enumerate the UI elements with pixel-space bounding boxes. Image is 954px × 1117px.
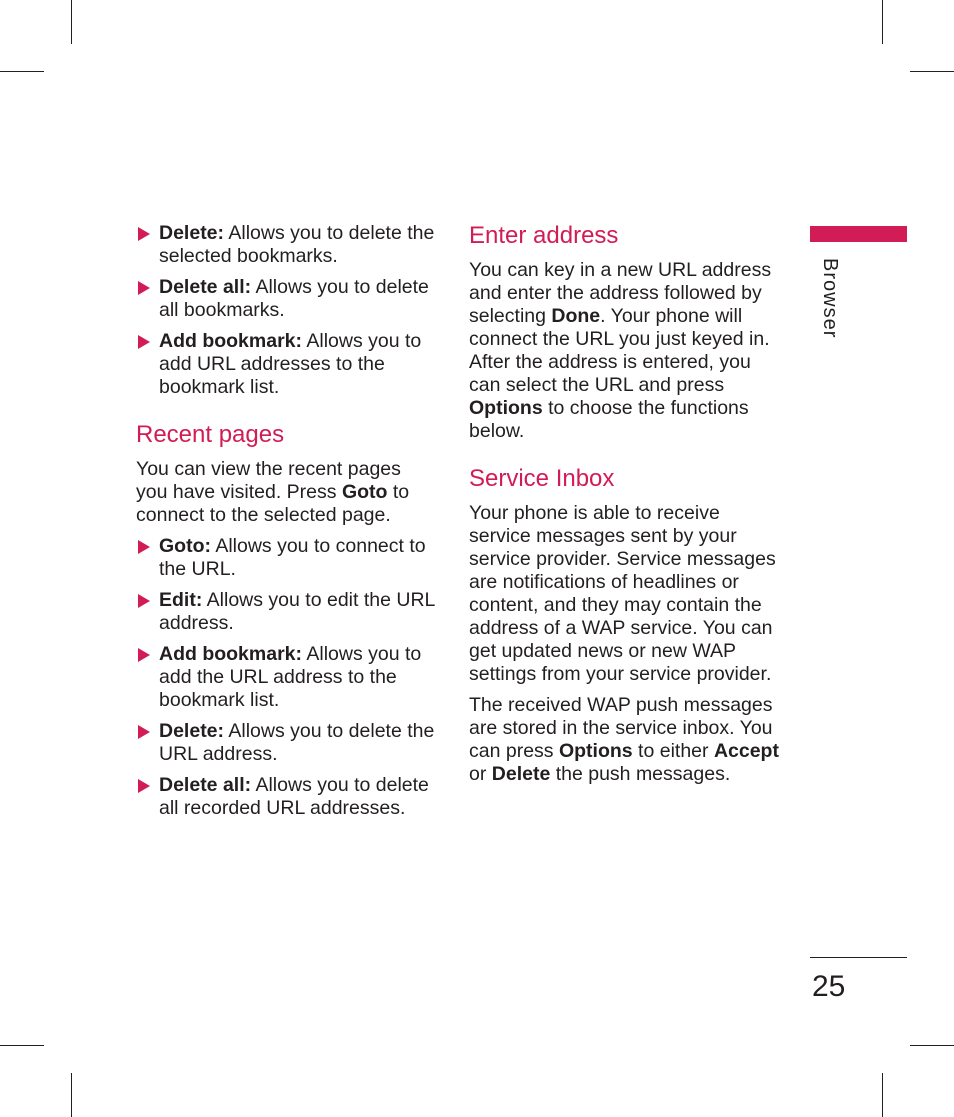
- option-description: Allows you to add the URL address to the bookmark list.: [159, 643, 422, 711]
- crop-mark-bottom-left-horizontal: [0, 1045, 44, 1046]
- crop-mark-top-left-vertical: [71, 0, 72, 44]
- bullet-arrow-icon: [138, 725, 150, 739]
- option-name: Delete all:: [159, 774, 252, 796]
- left-column: [136, 222, 436, 828]
- bullet-arrow-icon: [138, 281, 150, 295]
- bookmark-option-add-bookmark: [136, 330, 436, 399]
- section-tab-marker: [810, 226, 907, 242]
- recent-pages-heading: Recent pages: [136, 421, 285, 448]
- bullet-arrow-icon: [138, 227, 150, 241]
- recent-pages-intro: You can view the recent pages you have visited. Press Goto to connect to the selected page.: [136, 458, 410, 526]
- option-name: Goto:: [159, 535, 211, 557]
- option-name: Add bookmark:: [159, 330, 303, 352]
- option-description: Allows you to delete all recorded URL addresses.: [159, 774, 429, 819]
- page-number-rule: [810, 957, 907, 958]
- crop-mark-top-right-horizontal: [910, 71, 954, 72]
- enter-address-heading: Enter address: [469, 222, 619, 249]
- bullet-arrow-icon: [138, 779, 150, 793]
- option-name: Delete all:: [159, 276, 252, 298]
- option-description: Allows you to delete the URL address.: [159, 720, 435, 765]
- recent-option-edit: [136, 589, 436, 635]
- option-description: Allows you to add URL addresses to the bookmark list.: [159, 330, 422, 398]
- recent-option-delete: [136, 720, 436, 766]
- right-column: [469, 222, 779, 794]
- section-tab-label: Browser: [819, 258, 841, 339]
- option-name: Delete:: [159, 222, 225, 244]
- service-inbox-heading: Service Inbox: [469, 465, 615, 492]
- bookmark-option-delete-all: [136, 276, 436, 322]
- option-description: Allows you to delete the selected bookmarks.: [159, 222, 435, 267]
- bullet-arrow-icon: [138, 540, 150, 554]
- bullet-arrow-icon: [138, 648, 150, 662]
- bullet-arrow-icon: [138, 594, 150, 608]
- crop-mark-bottom-right-horizontal: [910, 1045, 954, 1046]
- enter-address-paragraph: You can key in a new URL address and enter the address followed by selecting Done. Your phone will connect the URL you just keyed in. After the address is entered, you can select the URL and press Options to choose the functions below.: [469, 259, 772, 442]
- option-description: Allows you to delete all bookmarks.: [159, 276, 429, 321]
- bullet-arrow-icon: [138, 335, 150, 349]
- page-number: 25: [812, 970, 846, 1003]
- recent-option-add-bookmark: [136, 643, 436, 712]
- option-description: Allows you to edit the URL address.: [159, 589, 435, 634]
- option-name: Edit:: [159, 589, 203, 611]
- option-name: Delete:: [159, 720, 225, 742]
- crop-mark-top-right-vertical: [882, 0, 883, 44]
- option-name: Add bookmark:: [159, 643, 303, 665]
- crop-mark-bottom-right-vertical: [882, 1073, 883, 1117]
- recent-option-delete-all: [136, 774, 436, 820]
- recent-option-goto: [136, 535, 436, 581]
- service-inbox-paragraph-1: Your phone is able to receive service messages sent by your service provider. Service messages are notifications of headlines or content, and they may contain the address of a WAP service. You can get updated news or new WAP settings from your service provider.: [469, 502, 776, 685]
- crop-mark-top-left-horizontal: [0, 71, 44, 72]
- service-inbox-paragraph-2: The received WAP push messages are stored in the service inbox. You can press Options to either Accept or Delete the push messages.: [469, 694, 779, 785]
- option-description: Allows you to connect to the URL.: [159, 535, 426, 580]
- crop-mark-bottom-left-vertical: [71, 1073, 72, 1117]
- bookmark-option-delete: [136, 222, 436, 268]
